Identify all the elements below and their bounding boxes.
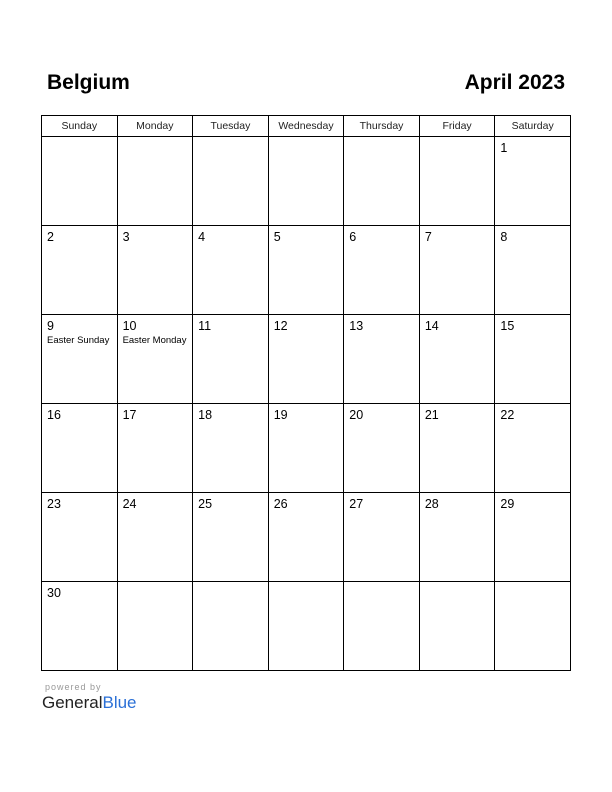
day-cell: [193, 315, 269, 404]
month-year-title: April 2023: [464, 71, 565, 94]
day-number: 9: [47, 319, 54, 333]
day-cell: [495, 404, 571, 493]
holiday-label: Easter Sunday: [47, 335, 110, 346]
day-number: 30: [47, 586, 61, 600]
week-row: [42, 226, 571, 315]
day-cell: [344, 226, 420, 315]
day-cell: [117, 226, 193, 315]
weekday-header: Wednesday: [268, 116, 344, 137]
weekday-header: Saturday: [495, 116, 571, 137]
day-number: 10: [122, 319, 137, 333]
day-number: 27: [349, 497, 364, 511]
powered-by-label: powered by: [45, 682, 102, 692]
day-cell: [42, 404, 118, 493]
day-cell: [419, 315, 495, 404]
day-number: 2: [47, 230, 54, 244]
day-cell: [117, 493, 193, 582]
day-cell: [268, 493, 344, 582]
day-number: 24: [122, 497, 137, 511]
week-row: [42, 137, 571, 226]
day-number: 7: [424, 230, 432, 244]
day-cell: [419, 404, 495, 493]
day-cell: [419, 493, 495, 582]
day-cell: [344, 315, 420, 404]
day-cell: [42, 226, 118, 315]
brand-logo[interactable]: [42, 693, 137, 713]
day-number: 6: [349, 230, 357, 244]
brand-general: General: [42, 693, 103, 712]
day-cell: [193, 137, 269, 226]
day-cell: [268, 137, 344, 226]
day-number: 25: [198, 497, 213, 511]
day-number: 8: [500, 230, 508, 244]
day-cell: [193, 582, 269, 671]
day-number: 21: [424, 408, 439, 422]
day-cell: [268, 226, 344, 315]
weekday-header: Thursday: [344, 116, 420, 137]
day-cell: [117, 315, 193, 404]
day-cell: [193, 404, 269, 493]
day-number: 4: [198, 230, 206, 244]
day-number: 5: [273, 230, 281, 244]
day-number: 28: [424, 497, 439, 511]
day-cell: [419, 582, 495, 671]
holiday-label: Easter Monday: [122, 335, 187, 346]
day-cell: [495, 582, 571, 671]
week-row: [42, 315, 571, 404]
day-number: 3: [122, 230, 130, 244]
day-cell: [495, 315, 571, 404]
day-cell: [344, 404, 420, 493]
day-cell: [117, 404, 193, 493]
day-cell: [117, 582, 193, 671]
day-cell: [495, 137, 571, 226]
day-number: 20: [349, 408, 364, 422]
day-cell: [117, 137, 193, 226]
day-number: 1: [500, 141, 508, 155]
country-title: Belgium: [47, 71, 130, 94]
weekday-header: Tuesday: [193, 116, 269, 137]
day-cell: [495, 226, 571, 315]
day-cell: [344, 582, 420, 671]
week-row: [42, 404, 571, 493]
weekday-header-row: [42, 116, 571, 137]
day-cell: [268, 315, 344, 404]
day-cell: [344, 493, 420, 582]
weekday-header: Sunday: [42, 116, 118, 137]
day-number: 18: [198, 408, 213, 422]
day-cell: [42, 582, 118, 671]
day-number: 29: [500, 497, 515, 511]
day-cell: [42, 137, 118, 226]
calendar-grid: [41, 115, 571, 671]
day-number: 12: [273, 319, 288, 333]
week-row: [42, 582, 571, 671]
weekday-header: Monday: [117, 116, 193, 137]
day-number: 13: [349, 319, 364, 333]
day-cell: [193, 226, 269, 315]
day-cell: [419, 137, 495, 226]
day-cell: [268, 404, 344, 493]
brand-blue: Blue: [102, 693, 137, 712]
day-number: 26: [273, 497, 288, 511]
weekday-header: Friday: [419, 116, 495, 137]
day-number: 15: [500, 319, 515, 333]
day-number: 14: [424, 319, 439, 333]
day-cell: [42, 493, 118, 582]
day-number: 11: [198, 319, 212, 333]
day-cell: [344, 137, 420, 226]
week-row: [42, 493, 571, 582]
day-cell: [495, 493, 571, 582]
day-number: 17: [122, 408, 137, 422]
day-cell: [419, 226, 495, 315]
day-number: 19: [273, 408, 288, 422]
day-cell: [193, 493, 269, 582]
day-number: 23: [47, 497, 61, 511]
day-number: 22: [500, 408, 515, 422]
day-cell: [42, 315, 118, 404]
day-cell: [268, 582, 344, 671]
day-number: 16: [47, 408, 61, 422]
